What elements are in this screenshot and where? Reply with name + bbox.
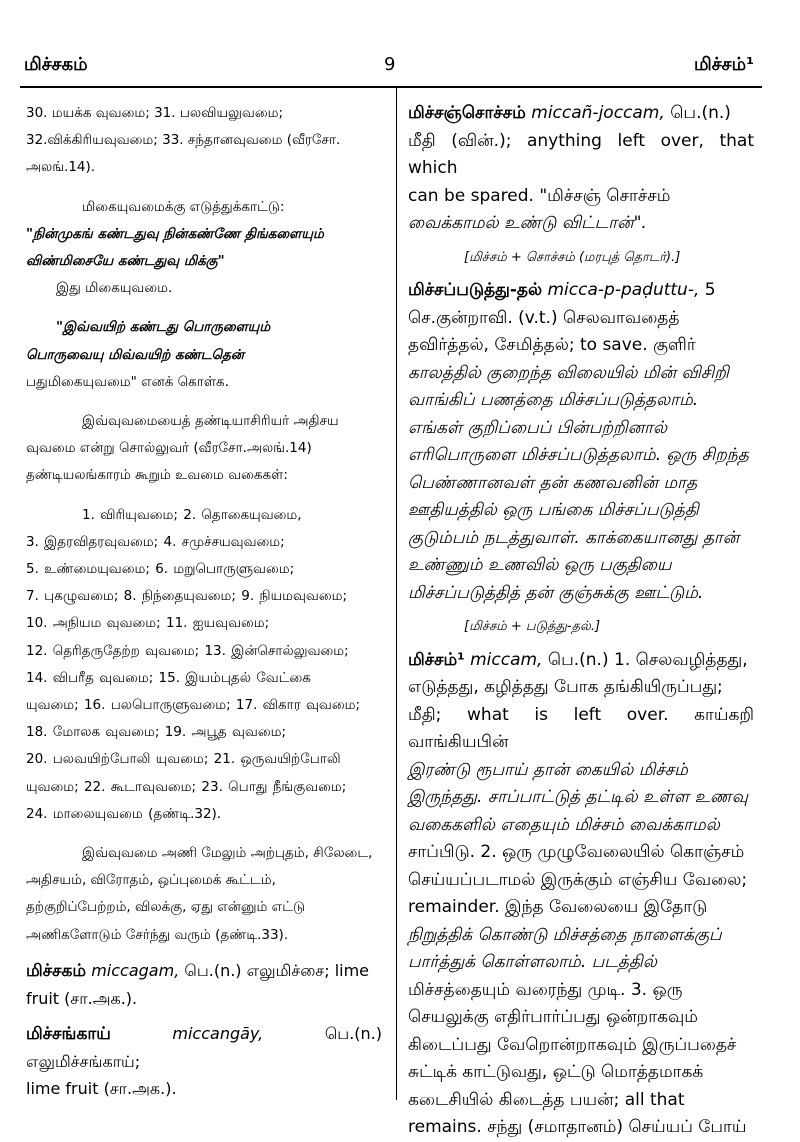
header-right-guide-word: மிச்சம்¹: [693, 54, 754, 75]
column-divider: [396, 88, 397, 1100]
definition: எலுமிச்சங்காய்;: [26, 1051, 141, 1071]
example-line: பார்த்துக் கொள்ளலாம். படத்தில்: [408, 952, 657, 972]
entry-miccangay: [26, 1020, 382, 1102]
etymology: [மிச்சம் + சொச்சம் (மரபுத் தொடர்).]: [464, 249, 681, 265]
definition-line: சுட்டிக் காட்டுவது, ஒட்டு மொத்தமாகக்: [408, 1062, 704, 1082]
header-left-guide-word: மிச்சகம்: [24, 54, 88, 75]
paragraph-line: வுவமை என்று சொல்லுவர் (வீரசோ.அலங்.14): [26, 440, 312, 457]
example-line: எரிபொருளை மிச்சப்படுத்தலாம். ஒரு சிறந்த: [408, 445, 749, 465]
definition-line: செ.குன்றாவி. (v.t.) செலவாவதைத்: [408, 307, 680, 328]
definition-line: fruit (சா.அக.).: [26, 988, 138, 1008]
example-line: பெண்ணானவள் தன் கணவனின் மாத: [408, 472, 698, 493]
entry-miccanjoccam: [408, 100, 754, 271]
definition-line: remainder. இந்த வேலையை இதோடு: [408, 897, 708, 917]
definition-line: can be spared. "மிச்சஞ் சொச்சம்: [408, 185, 671, 206]
definition-line: எடுத்தது, கழித்தது போக தங்கியிருப்பது;: [408, 677, 723, 697]
definition: 1. செலவழித்தது,: [614, 649, 748, 670]
example-line: இருந்தது. சாப்பாட்டுத் தட்டில் உள்ள உணவு: [408, 787, 748, 807]
example-line: உண்ணும் உணவில் ஒரு பகுதியை: [408, 555, 672, 575]
transliteration: miccañ-joccam,: [531, 103, 665, 123]
example-line: வகைகளில் எதையும் மிச்சம் வைக்காமல்: [408, 814, 720, 835]
list-line: 24. மாலையுவமை (தண்டி.32).: [26, 805, 222, 822]
quote-line: "நின்முகங் கண்டதுவு நின்கண்ணே திங்களையும்: [26, 225, 324, 242]
definition-line: சாப்பிடு. 2. ஒரு முழுவேலையில் கொஞ்சம்: [408, 842, 745, 862]
quote-line: பொருவையு மிவ்வயிற் கண்டதென்: [26, 346, 244, 363]
transliteration: miccagam,: [91, 960, 180, 980]
list-line: யுவமை; 22. கூடாவுவமை; 23. பொது நீங்குவமை;: [26, 778, 347, 795]
part-of-speech: பெ.(n.): [184, 960, 242, 980]
paragraph-line: தற்குறிப்பேற்றம், விலக்கு, ஏது என்னும் எட்டு: [26, 899, 305, 916]
list-line: 10. அநியம வுவமை; 11. ஐயவுவமை;: [26, 615, 270, 632]
example-line: ஊதியத்தில் ஒரு பங்கை மிச்சப்படுத்தி: [408, 500, 699, 520]
part-of-speech: பெ.(n.): [670, 103, 731, 123]
list-line: 14. விபரீத வுவமை; 15. இயம்புதல் வேட்கை: [26, 669, 311, 686]
quote-line: பதுமிகையுவமை" எனக் கொள்க.: [26, 373, 229, 390]
example-line: காலத்தில் குறைந்த விலையில் மின் விசிறி: [408, 362, 729, 383]
paragraph-line: தண்டியலங்காரம் கூறும் உவமை வகைகள்:: [26, 467, 288, 484]
example-line: வாங்கிப் பணத்தை மிச்சப்படுத்தலாம்.: [408, 390, 699, 410]
transliteration: miccam,: [470, 649, 543, 670]
list-line: 18. மோலக வுவமை; 19. அபூத வுவமை;: [26, 724, 287, 741]
definition-line: செய்யப்படாமல் இருக்கும் எஞ்சிய வேலை;: [408, 869, 748, 890]
page-number: 9: [384, 54, 396, 75]
entry-miccagam: [26, 957, 382, 1012]
example-line: வைக்காமல் உண்டு விட்டான்".: [408, 213, 647, 233]
headword: மிச்சங்காய்: [26, 1023, 111, 1044]
definition-line: செயலுக்கு எதிர்பார்ப்பது ஒன்றாகவும்: [408, 1007, 698, 1027]
quote-line: விண்மிசையே கண்டதுவு மிக்கு": [26, 253, 225, 270]
conjugation-class: 5: [704, 280, 716, 300]
paragraph-line: இவ்வுவமை அணி மேலும் அற்புதம், சிலேடை,: [82, 845, 373, 862]
list-line: 5. உண்மையுவமை; 6. மறுபொருளுவமை;: [26, 561, 295, 578]
list-line: 1. விரியுவமை; 2. தொகையுவமை,: [82, 506, 302, 523]
simile-types-list: [26, 502, 382, 828]
list-line: யுவமை; 16. பலபொருளுவமை; 17. விகார வுவமை;: [26, 697, 361, 714]
list-line: 20. பலவயிற்போலி யுவமை; 21. ஒருவயிற்போலி: [26, 751, 341, 768]
quote-note: இது மிகையுவமை.: [56, 280, 173, 297]
paragraph-line: அணிகளோடும் சேர்ந்து வரும் (தண்டி.33).: [26, 926, 289, 943]
definition-line: remains. சந்து (சமாதானம்) செய்யப் போய்: [408, 1117, 747, 1137]
definition: எலுமிச்சை;: [246, 960, 330, 980]
example-line: குடும்பம் நடத்துவாள். காக்கையானது தான்: [408, 527, 740, 548]
list-line: 7. புகழுவமை; 8. நிந்தையுவமை; 9. நியமவுவமை;: [26, 588, 348, 605]
headword: மிச்சஞ்சொச்சம்: [408, 103, 526, 123]
list-line: அலங்.14).: [26, 159, 96, 176]
part-of-speech: பெ.(n.): [324, 1023, 382, 1043]
etymology: [மிச்சம் + படுத்து-தல்.]: [464, 619, 601, 634]
list-line: 12. தெரிதருதேற்ற வுவமை; 13. இன்சொல்லுவமை;: [26, 642, 349, 659]
english-gloss: lime: [334, 960, 370, 980]
example-line: மிச்சப்படுத்தித் தன் குஞ்சுக்கு ஊட்டும்.: [408, 582, 704, 603]
definition-line: மிச்சத்தையும் வரைந்து முடி. 3. ஒரு: [408, 979, 683, 1000]
example-line: எங்கள் குறிப்பைப் பின்பற்றினால்: [408, 417, 668, 438]
definition-line: கடைசியில் கிடைத்த பயன்; all that: [408, 1089, 685, 1110]
definition-line: மீதி (வின்.); anything left over, that which: [408, 130, 754, 178]
definition-line: தவிர்த்தல், சேமித்தல்; to save. குளிர்: [408, 335, 696, 355]
definition-line: lime fruit (சா.அக.).: [26, 1078, 177, 1098]
example-intro: மிகையுவமைக்கு எடுத்துக்காட்டு:: [82, 198, 285, 215]
entry-miccam: [408, 647, 754, 1142]
transliteration: miccangāy,: [172, 1023, 264, 1043]
header-rule: [20, 86, 762, 88]
headword: மிச்சகம்: [26, 960, 87, 981]
list-line: 30. மயக்க வுவமை; 31. பலவியலுவமை;: [26, 105, 284, 121]
right-column: [408, 100, 754, 1142]
part-of-speech: பெ.(n.): [547, 649, 609, 670]
headword: மிச்சப்படுத்து-தல்: [408, 280, 543, 300]
example-line: இரண்டு ரூபாய் தான் கையில் மிச்சம்: [408, 759, 688, 780]
paragraph-line: அதிசயம், விரோதம், ஒப்புமைக் கூட்டம்,: [26, 872, 276, 889]
example-line: நிறுத்திக் கொண்டு மிச்சத்தை நாளைக்குப்: [408, 924, 722, 945]
entry-miccappaduttu: [408, 277, 754, 641]
list-line: 3. இதரவிதரவுவமை; 4. சமுச்சயவுவமை;: [26, 533, 285, 550]
paragraph-line: இவ்வுவமையைத் தண்டியாசிரியர் அதிசய: [82, 413, 339, 430]
left-column: [26, 100, 382, 1102]
list-line: 32.விக்கிரியவுவமை; 33. சந்தானவுவமை (வீரசோ.: [26, 132, 341, 149]
transliteration: micca-p-paḍuttu-,: [547, 280, 700, 300]
definition-line: கிடைப்பது வேறொன்றாகவும் இருப்பதைச்: [408, 1034, 737, 1055]
quote-line: "இவ்வயிற் கண்டது பொருளையும்: [56, 319, 271, 336]
definition-line: மீதி; what is left over. காய்கறி வாங்கியபின்: [408, 704, 754, 752]
headword: மிச்சம்¹: [408, 649, 465, 670]
